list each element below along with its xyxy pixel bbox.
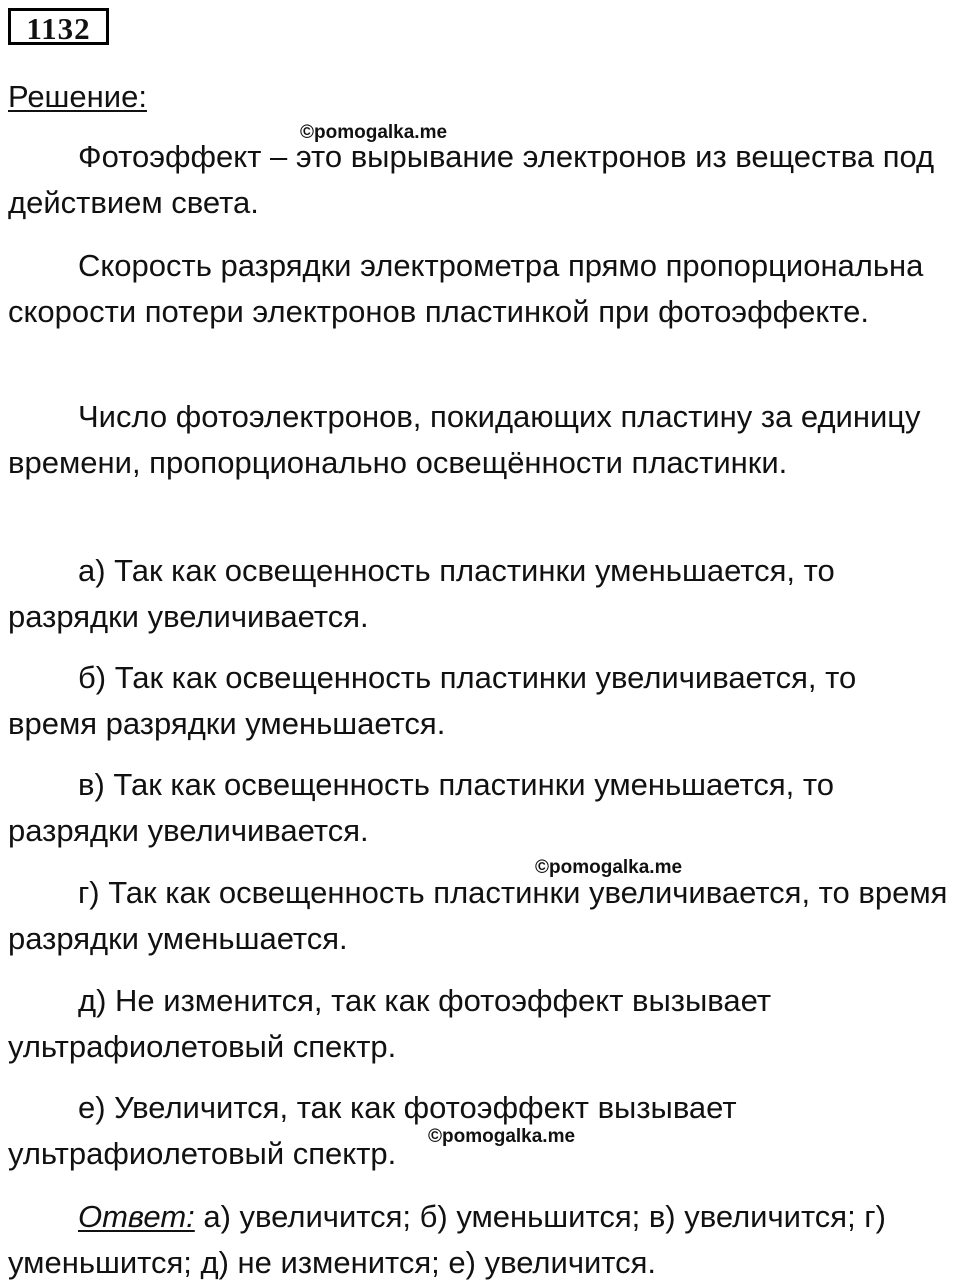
paragraph-case-v: в) Так как освещенность пластинки уменьшается, то разрядки увеличивается. bbox=[8, 767, 834, 848]
watermark: ©pomogalka.me bbox=[428, 1126, 576, 1147]
watermark: ©pomogalka.me bbox=[300, 122, 448, 143]
paragraph-case-a: а) Так как освещенность пластинки уменьшается, то разрядки увеличивается. bbox=[8, 553, 835, 634]
watermark: ©pomogalka.me bbox=[535, 857, 683, 878]
answer-label: Ответ: bbox=[78, 1199, 195, 1234]
answer-paragraph bbox=[8, 1194, 953, 1286]
paragraph-case-g: г) Так как освещенность пластинки увеличивается, то время разрядки уменьшается. bbox=[8, 875, 948, 956]
solution-heading: Решение: bbox=[8, 79, 147, 114]
answer-text: а) увеличится; б) уменьшится; в) увеличится; г) уменьшится; д) не изменится; е) увеличится. bbox=[8, 1199, 886, 1280]
paragraph-case-e: е) Увеличится, так как фотоэффект вызывает ультрафиолетовый спектр. bbox=[8, 1090, 737, 1171]
paragraph-photoeffect-definition: Фотоэффект – это вырывание электронов из вещества под действием света. bbox=[8, 139, 935, 220]
paragraph-photoelectron-count: Число фотоэлектронов, покидающих пластину за единицу времени, пропорционально освещённости пластинки. bbox=[8, 399, 921, 480]
paragraph-case-d: д) Не изменится, так как фотоэффект вызывает ультрафиолетовый спектр. bbox=[8, 983, 772, 1064]
paragraph-discharge-speed: Скорость разрядки электрометра прямо пропорциональна скорости потери электронов пластинкой при фотоэффекте. bbox=[8, 248, 924, 329]
task-number-box: 1132 bbox=[8, 8, 109, 45]
paragraph-case-b: б) Так как освещенность пластинки увеличивается, то время разрядки уменьшается. bbox=[8, 660, 857, 741]
